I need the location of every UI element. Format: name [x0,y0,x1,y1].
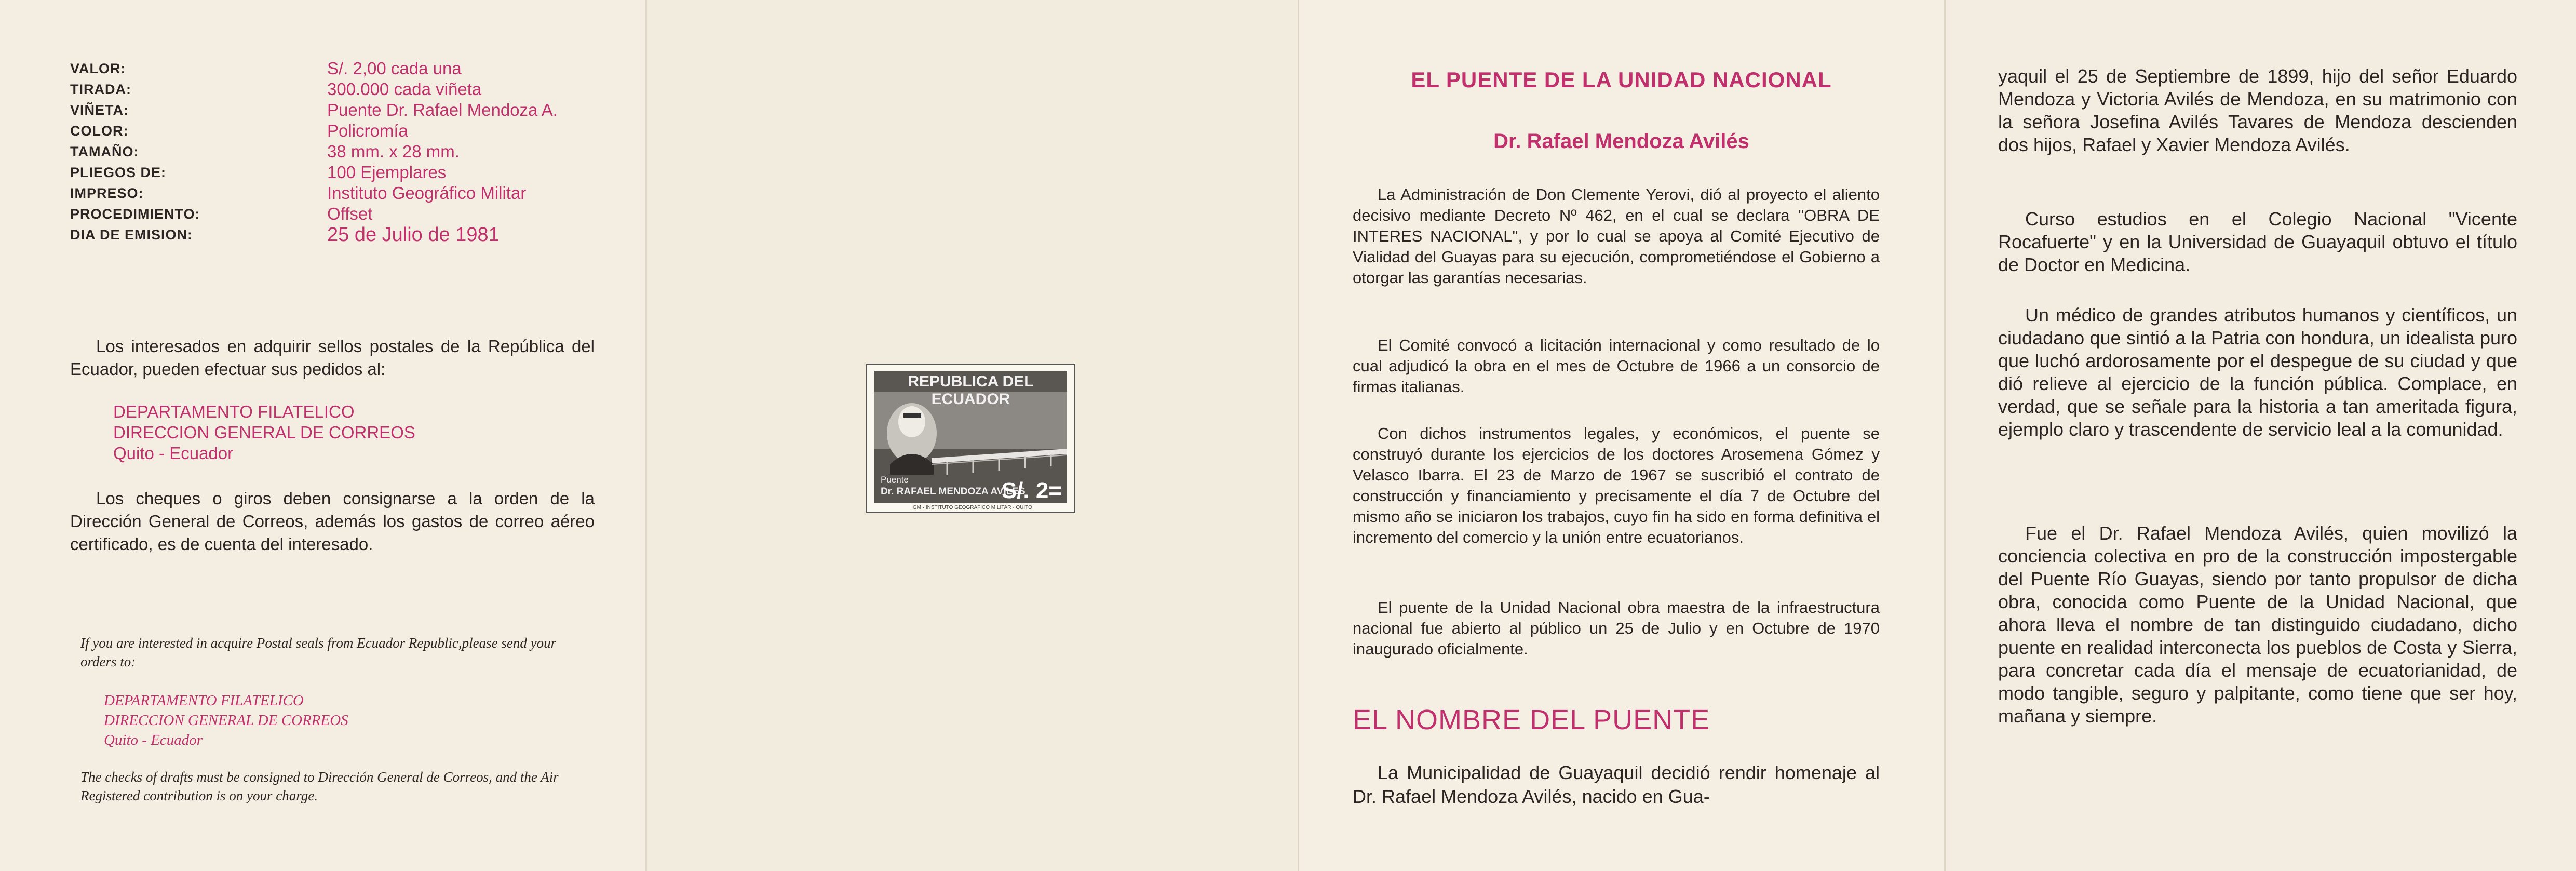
spec-value: 25 de Julio de 1981 [327,223,500,246]
article-paragraph [1353,597,1880,660]
paragraph-text: Curso estudios en el Colegio Nacional "Vicente Rocafuerte" y en la Universidad de Guayaquil obtuvo el título de Doctor en Medicina. [1998,208,2517,275]
spec-row-pliegos [70,162,615,183]
paragraph-text: El puente de la Unidad Nacional obra maestra de la infraestructura nacional fue abierto al público un 25 de Julio y en Octubre de 1970 inaugurado oficialmente. [1353,598,1880,658]
spec-row-color [70,120,615,141]
address-line: DEPARTAMENTO FILATELICO [113,402,355,421]
spec-value: 38 mm. x 28 mm. [327,142,460,161]
spec-label: IMPRESO: [70,185,144,201]
payment-text: The checks of drafts must be consigned to Dirección General de Correos, and the Air Registered contribution is on your charge. [80,769,559,803]
spec-label: VALOR: [70,60,126,76]
stamp-caption: Dr. RAFAEL MENDOZA AVILES [881,486,1026,497]
address-line: Quito - Ecuador [113,444,234,463]
order-intro-text: If you are interested in acquire Postal seals from Ecuador Republic,please send your orders to: [80,635,557,669]
article-paragraph [1998,304,2517,441]
spec-value: S/. 2,00 cada una [327,59,462,78]
order-intro-text: Los interesados en adquirir sellos postales de la República del Ecuador, pueden efectuar sus pedidos al: [70,337,595,379]
paragraph-text: Un médico de grandes atributos humanos y científicos, un ciudadano que sintió a la Patria con hondura, un idealista puro que luchó ardorosamente por el despegue de su ciudad y que dió relieve al ejercicio de la función pública. Complace, en verdad, que se señale para la historia a tan ameritada figura, ejemplo claro y trascendente de servicio leal a la comunidad. [1998,304,2517,440]
paragraph-text: La Municipalidad de Guayaquil decidió rendir homenaje al Dr. Rafael Mendoza Avilés, nacido en Gua- [1353,762,1880,807]
fold-line [645,0,647,871]
article-paragraph [1998,522,2517,728]
address-line: Quito - Ecuador [104,732,203,748]
postage-stamp [866,364,1075,513]
spec-row-tamano [70,141,615,162]
spec-label: TAMAÑO: [70,143,139,159]
spec-value: 300.000 cada viñeta [327,79,482,99]
address-line: DIRECCION GENERAL DE CORREOS [104,712,348,729]
paragraph-text: Fue el Dr. Rafael Mendoza Avilés, quien movilizó la conciencia colectiva en pro de la construcción impostergable del Puente Río Guayas, siendo por tanto propulsor de dicha obra, conocida como Puente de la Unidad Nacional, que ahora lleva el nombre de tan distinguido ciudadano, dicho puente en realidad interconecta los pueblos de Costa y Sierra, para concretar cada día el mensaje de ecuatorianidad, de modo tangible, seguro y palpitante, como tiene que ser hoy, mañana y siempre. [1998,522,2517,727]
paragraph-text: La Administración de Don Clemente Yerovi, dió al proyecto el aliento decisivo mediante Decreto Nº 462, en el cual se declara "OBRA DE INTERES NACIONAL", y por lo cual se apoya al Comité Ejecutivo de Vialidad del Guayas para su ejecución, comprometiéndose el Gobierno a otorgar las garantías necesarias. [1353,185,1880,287]
spec-label: PLIEGOS DE: [70,164,167,180]
article-title: EL PUENTE DE LA UNIDAD NACIONAL [1411,68,1832,92]
spec-row-impreso [70,183,615,204]
spec-value: Puente Dr. Rafael Mendoza A. [327,100,558,119]
paragraph-text: El Comité convocó a licitación internacional y como resultado de lo cual adjudicó la obra en el mes de Octubre de 1966 a un consorcio de firmas italianas. [1353,336,1880,396]
specifications-table [70,58,615,245]
spec-row-emision [70,224,615,245]
payment-note-en [80,768,595,805]
spec-row-procedimiento [70,204,615,224]
order-address-en [104,691,348,750]
section-heading: EL NOMBRE DEL PUENTE [1353,704,1710,735]
stamp-value: S/. 2= [1001,478,1062,503]
article-paragraph [1353,184,1880,288]
address-line: DEPARTAMENTO FILATELICO [104,692,304,709]
article-paragraph [1353,423,1880,548]
spec-value: Offset [327,204,373,223]
stamp-caption: Puente [881,475,909,485]
article-paragraph [1998,208,2517,276]
stamp-imprint: IGM · INSTITUTO GEOGRAFICO MILITAR · QUITO [911,505,1032,511]
paragraph-text: Con dichos instrumentos legales, y económicos, el puente se construyó durante los ejercicios de los doctores Arosemena Gómez y Velasco Ibarra. El 23 de Marzo de 1967 se suscribió el contrato de construcción y financiamiento y precisamente el día 7 de Octubre del mismo año se iniciaron los trabajos, cuyo fin ha sido en forma definitiva el incremento del comercio y la unión entre ecuatorianos. [1353,424,1880,546]
stamp-country: REPUBLICA DEL ECUADOR [908,373,1034,408]
spec-label: PROCEDIMIENTO: [70,206,200,222]
spec-label: TIRADA: [70,81,131,97]
spec-label: DIA DE EMISION: [70,226,193,243]
spec-label: VIÑETA: [70,102,129,118]
stamp-artwork [874,371,1067,503]
order-intro-es [70,335,595,381]
article-subtitle: Dr. Rafael Mendoza Avilés [1493,130,1749,153]
article-paragraph [1353,761,1880,809]
spec-row-tirada [70,79,615,100]
payment-text: Los cheques o giros deben consignarse a la orden de la Dirección General de Correos, además los gastos de correo aéreo certificado, es de cuenta del interesado. [70,489,595,554]
spec-value: Instituto Geográfico Militar [327,183,527,203]
article-paragraph [1353,335,1880,397]
spec-row-valor [70,58,615,79]
payment-note-es [70,487,595,556]
order-intro-en [80,634,595,671]
order-address-es [113,401,415,464]
spec-row-vineta [70,100,615,120]
spec-value: 100 Ejemplares [327,163,447,182]
spec-label: COLOR: [70,123,129,139]
spec-value: Policromía [327,121,408,140]
article-paragraph [1998,65,2517,156]
address-line: DIRECCION GENERAL DE CORREOS [113,423,415,442]
paragraph-text: yaquil el 25 de Septiembre de 1899, hijo del señor Eduardo Mendoza y Victoria Avilés de Mendoza, en su matrimonio con la señora Josefina Avilés Tavares de Mendoza descienden dos hijos, Rafael y Xavier Mendoza Avilés. [1998,65,2517,155]
